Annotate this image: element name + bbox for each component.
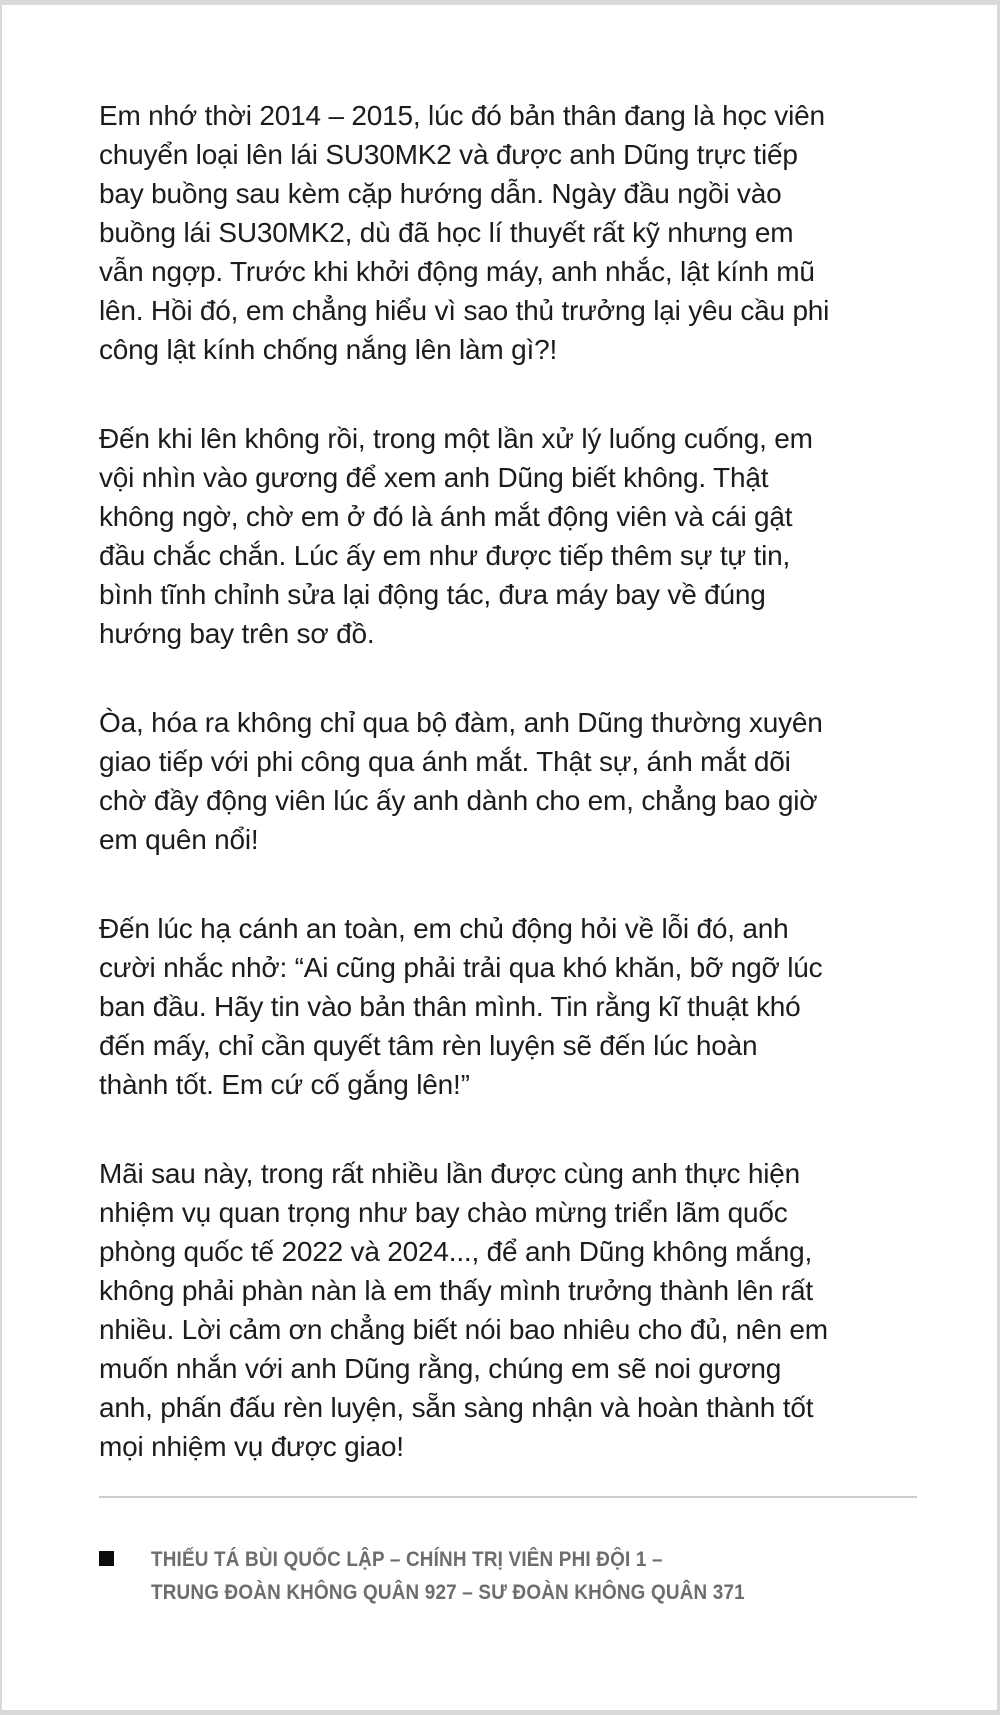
text-line: Em nhớ thời 2014 – 2015, lúc đó bản thân đang là học viên — [99, 100, 825, 131]
text-line: vội nhìn vào gương để xem anh Dũng biết không. Thật — [99, 462, 769, 493]
text-line: chuyển loại lên lái SU30MK2 và được anh Dũng trực tiếp — [99, 139, 798, 170]
text-line: cười nhắc nhở: “Ai cũng phải trải qua khó khăn, bỡ ngỡ lúc — [99, 952, 823, 983]
text-line: giao tiếp với phi công qua ánh mắt. Thật sự, ánh mắt dõi — [99, 746, 791, 777]
text-line: bay buồng sau kèm cặp hướng dẫn. Ngày đầu ngồi vào — [99, 178, 782, 209]
paragraph-2 — [99, 419, 937, 653]
text-line: bình tĩnh chỉnh sửa lại động tác, đưa máy bay về đúng — [99, 579, 766, 610]
text-line: không ngờ, chờ em ở đó là ánh mắt động viên và cái gật — [99, 501, 793, 532]
paragraph-1 — [99, 96, 937, 369]
text-line: anh, phấn đấu rèn luyện, sẵn sàng nhận và hoàn thành tốt — [99, 1392, 814, 1423]
attribution-block — [99, 1543, 937, 1609]
paragraph-5 — [99, 1154, 937, 1466]
text-line: công lật kính chống nắng lên làm gì?! — [99, 334, 558, 365]
text-line: phòng quốc tế 2022 và 2024..., để anh Dũng không mắng, — [99, 1236, 813, 1267]
text-line: nhiều. Lời cảm ơn chẳng biết nói bao nhiêu cho đủ, nên em — [99, 1314, 828, 1345]
paragraph-3 — [99, 703, 937, 859]
attribution-text — [151, 1543, 745, 1609]
text-line: vẫn ngợp. Trước khi khởi động máy, anh nhắc, lật kính mũ — [99, 256, 815, 287]
text-line: Òa, hóa ra không chỉ qua bộ đàm, anh Dũng thường xuyên — [99, 707, 823, 738]
text-line: muốn nhắn với anh Dũng rằng, chúng em sẽ noi gương — [99, 1353, 782, 1384]
text-line: ban đầu. Hãy tin vào bản thân mình. Tin rằng kĩ thuật khó — [99, 991, 801, 1022]
attribution-line: THIẾU TÁ BÙI QUỐC LẬP – CHÍNH TRỊ VIÊN PHI ĐỘI 1 – — [151, 1548, 663, 1571]
section-divider — [99, 1496, 917, 1498]
text-line: chờ đầy động viên lúc ấy anh dành cho em, chẳng bao giờ — [99, 785, 818, 816]
article-body — [2, 5, 997, 1609]
text-line: không phải phàn nàn là em thấy mình trưởng thành lên rất — [99, 1275, 813, 1306]
paragraph-4 — [99, 909, 937, 1104]
text-line: hướng bay trên sơ đồ. — [99, 618, 375, 649]
text-line: Đến lúc hạ cánh an toàn, em chủ động hỏi về lỗi đó, anh — [99, 913, 789, 944]
text-line: mọi nhiệm vụ được giao! — [99, 1431, 404, 1462]
text-line: đến mấy, chỉ cần quyết tâm rèn luyện sẽ đến lúc hoàn — [99, 1030, 758, 1061]
text-line: lên. Hồi đó, em chẳng hiểu vì sao thủ trưởng lại yêu cầu phi — [99, 295, 830, 326]
text-line: nhiệm vụ quan trọng như bay chào mừng triển lãm quốc — [99, 1197, 788, 1228]
text-line: thành tốt. Em cứ cố gắng lên!” — [99, 1069, 470, 1100]
text-line: Mãi sau này, trong rất nhiều lần được cùng anh thực hiện — [99, 1158, 800, 1189]
text-line: em quên nổi! — [99, 824, 259, 855]
text-line: buồng lái SU30MK2, dù đã học lí thuyết rất kỹ nhưng em — [99, 217, 794, 248]
square-bullet-icon — [99, 1551, 114, 1566]
text-line: đầu chắc chắn. Lúc ấy em như được tiếp thêm sự tự tin, — [99, 540, 791, 571]
attribution-line: TRUNG ĐOÀN KHÔNG QUÂN 927 – SƯ ĐOÀN KHÔNG QUÂN 371 — [151, 1581, 745, 1604]
text-line: Đến khi lên không rồi, trong một lần xử lý luống cuống, em — [99, 423, 813, 454]
